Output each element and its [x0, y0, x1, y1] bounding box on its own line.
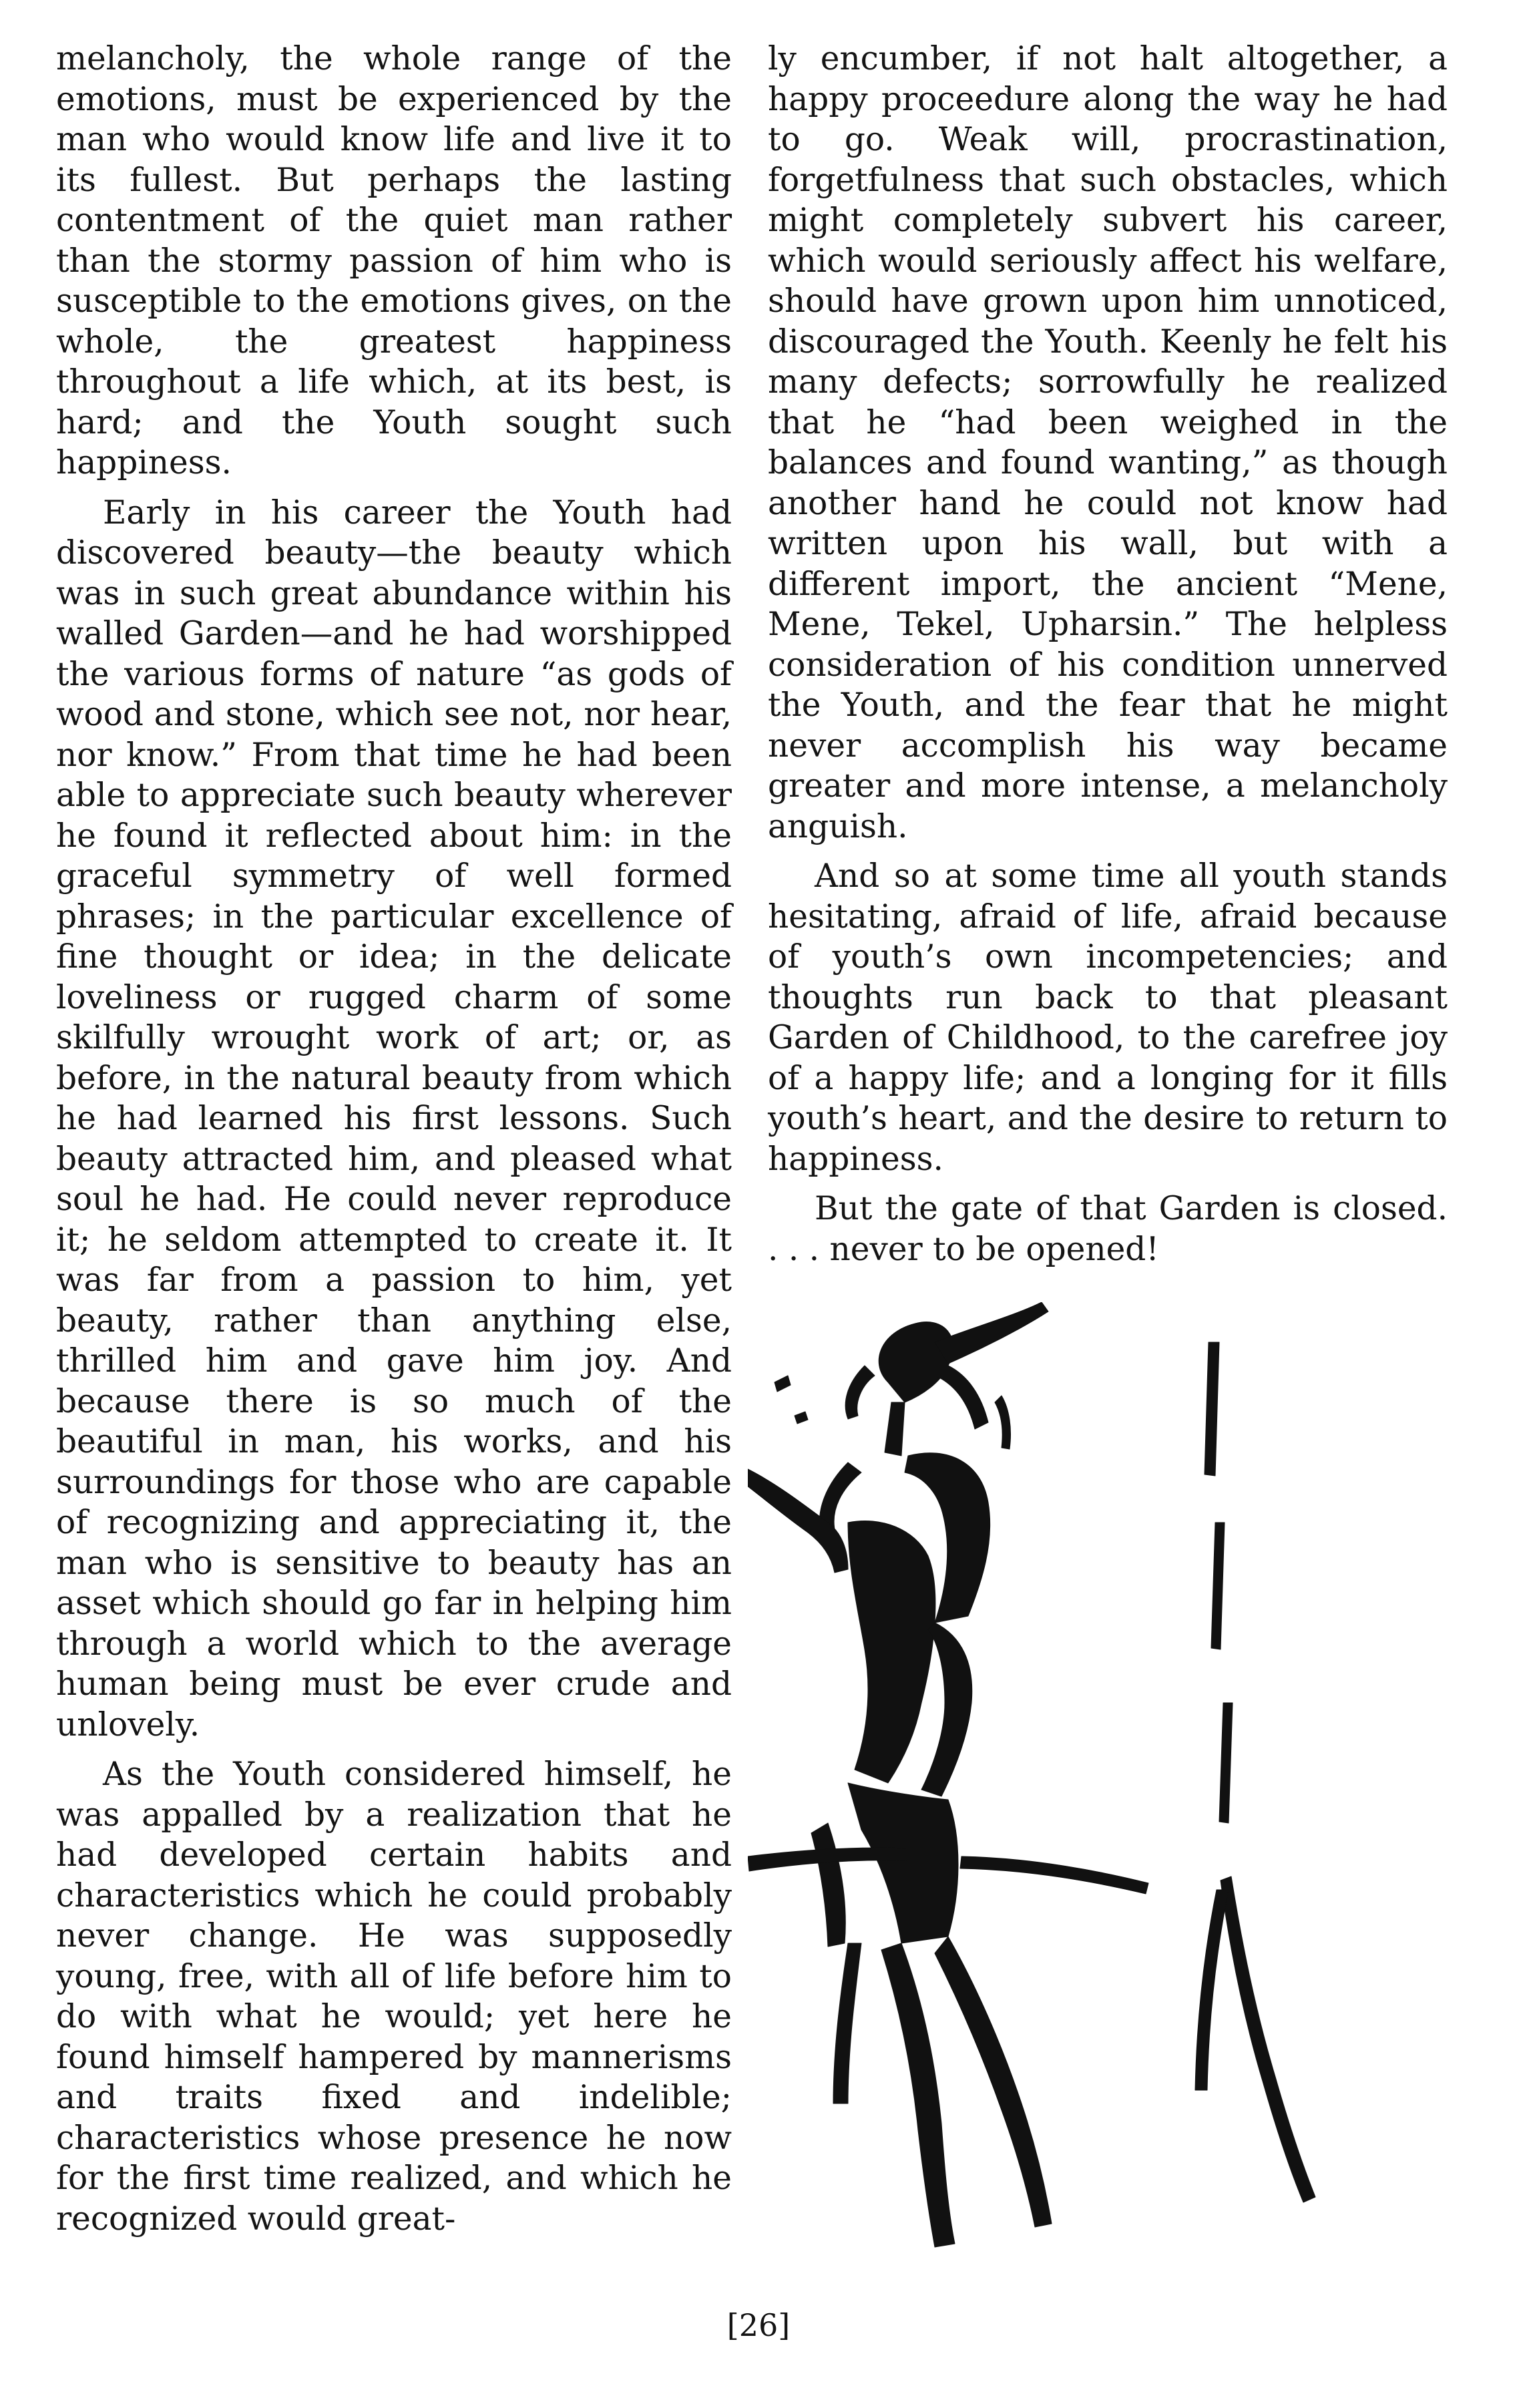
paragraph-beauty: Early in his career the Youth had discovered beauty—the beauty which was in such great abundance within his walled Garden—and he had worshipped the various forms of nature “as gods of wood and stone, which see not, nor hear, nor know.” From that time he had been able to appreciate such beauty wherever he found it reflected about him: in the graceful symmetry of well formed phrases; in the particular excellence of fine thought or idea; in the delicate loveliness or rugged charm of some skilfully wrought work of art; or, as before, in the natural beauty from which he had learned his first lessons. Such beauty attracted him, and pleased what soul he had. He could never reproduce it; he seldom attempted to create it. It was far from a passion to him, yet beauty, rather than anything else, thrilled him and gave him joy. And because there is so much of the beautiful in man, his works, and his surroundings for those who are capable of recognizing and appreciating it, the man who is sensitive to beauty has an asset which should go far in helping him through a world which to the average human being must be ever crude and unlovely.: [56, 493, 732, 1744]
paragraph-habits: As the Youth considered himself, he was appalled by a realization that he had developed certain habits and characteristics which he could probably never change. He was supposedly young, free, with all of life before him to do with what he would; yet here he found himself hampered by mannerisms and traits fixed and indelible; characteristics whose presence he now for the first time realized, and which he recognized would great-: [56, 1756, 732, 2238]
paragraph-gate-closed: But the gate of that Garden is closed. . . . never to be opened!: [768, 1190, 1448, 1268]
woodcut-figure-at-gate-icon: [748, 1302, 1469, 2250]
paragraph-continued: melancholy, the whole range of the emotions, must be experienced by the man who would know life and live it to its fullest. But perhaps the lasting contentment of the quiet man rather than the stormy passion of him who is susceptible to the emotions gives, on the whole, the greatest happiness throughout a life which, at its best, is hard; and the Youth sought such happiness.: [56, 40, 732, 481]
page-number: [26]: [726, 2307, 791, 2343]
paragraph-hesitating: And so at some time all youth stands hesitating, afraid of life, afraid because of youth’s own incompetencies; and thoughts run back to that pleasant Garden of Childhood, to the carefree joy of a happy life; and a longing for it fills youth’s heart, and the desire to return to happiness.: [768, 857, 1448, 1178]
right-text-column: [768, 39, 1448, 1279]
left-text-column: [56, 39, 732, 2248]
paragraph-defects: ly encumber, if not halt altogether, a happy proceedure along the way he had to go. Weak will, procrastination, forgetfulness that such obstacles, which might completely subvert his career, which would seriously affect his welfare, should have grown upon him unnoticed, discouraged the Youth. Keenly he felt his many defects; sorrowfully he realized that he “had been weighed in the balances and found wanting,” as though another hand he could not know had written upon his wall, but with a different import, the ancient “Mene, Mene, Tekel, Upharsin.” The helpless consideration of his condition unnerved the Youth, and the fear that he might never accomplish his way became greater and more intense, a melancholy anguish.: [768, 40, 1448, 845]
